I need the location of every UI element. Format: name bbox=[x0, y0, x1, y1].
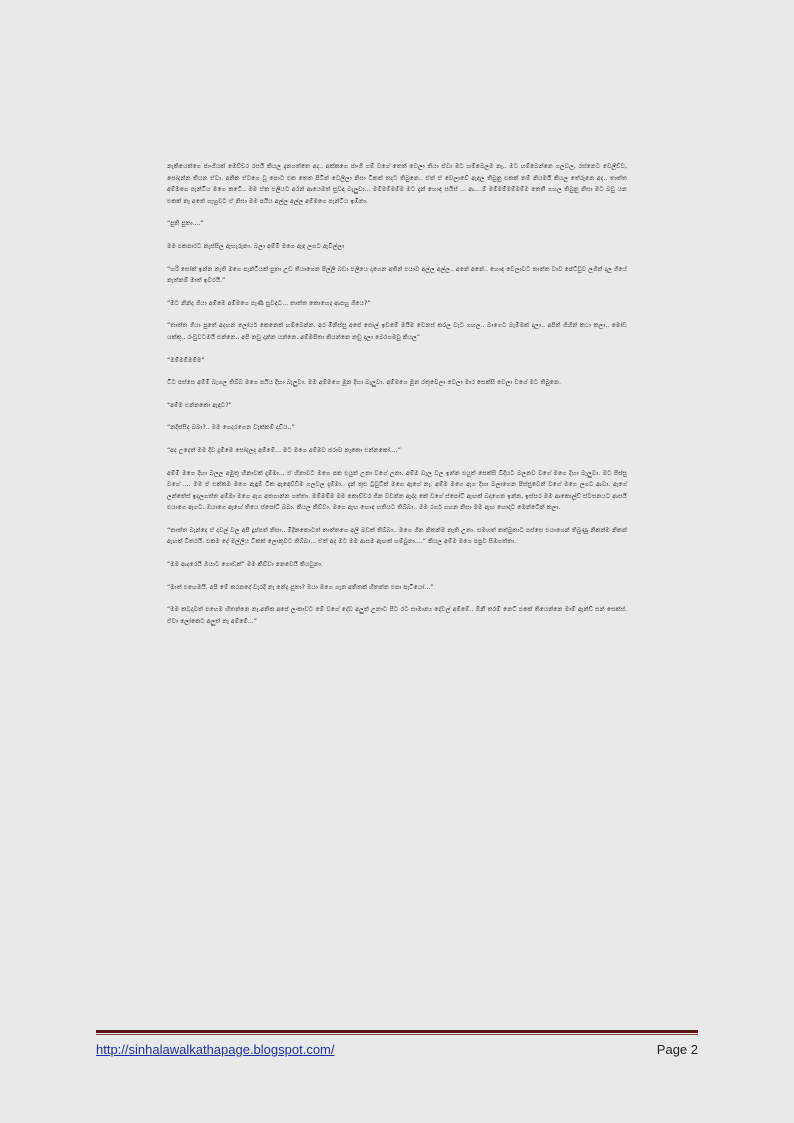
paragraph: “තාත්ත බැන්දෙ ඒ දවල් වල අපි දුප්පත් නිසා.. මිදිනකොටත් තාත්තගෙ අලි බඩක් තිබ්බා.. මගෙ ගින නිකන්ම නැති උනා. සමහත් කත්බුතාට පස්සෙ එයාගෙන් තිබුණු නිකන්ම නිකන් ඇඟක් විතරයි. එකම දේ මල්ලිය ටිකක් ලොකුවට තිබ්බා... ඒත් අද මට මම ආසම ඇඟක් හම්බුනා....” කියල අම්ම මගෙ පපුව සිඹගත්තා. bbox=[167, 526, 627, 546]
paragraph: නැකියෙක්ගෙ ජාංගියක් මෙච්චර රසයි කියල දැනගත්තෙ අද.. අක්කගෙ ජාංගි ගම් වගේ තෙත් වෙලා තියා ඒවා මට හම්බෙලම නෑ.. මට හම්බෙන්නෙ ගලවල, රස්නෙට වෙලිච්ච, සෝදන්න තියන ඒවා. අනික ඒවගෙ වූ පොට එක තෙත පිටින් වෙලිලා නිසා ටිකක් තදට තිබුනෙ.. ඒත් ඒ වෙලාවේ ඇඳල තිබුනු එකක් නම් නියමයි කියල තේරුනෙ අද.. තාත්ත අම්මගෙ පැන්ටිය මගෙ කටේ.. මම ඒක එලියට අරන් ආයෙමත් සුවඳ බැලුවා... මම්මම්මම්ම මට දැන් හොඳ සයිස් ... ආ....ම් මම්මම්මම්මම්ම තෙතී ගහල තිබුනු නිසා මට බඩු යන එකක් නෑ අතේ ගැහුවට ඒ නිසා මම පයිය අල්ල අල්ල අම්මගෙ පැන්ටිය ඉඹිනා. bbox=[167, 163, 627, 205]
paragraph: “අම්ම එන්නකො ඇඳට?” bbox=[167, 401, 232, 409]
paragraph: “තාත්ත ගියා පුතේ අදහන ලෝයර් කෙනෙක් හම්බෙන්න. අර මිනිස්සු අපේ පොල් ඉඩමේ මයිම වෙනස් කරල වැට ගහල.. බාගෙට බැමීමක් දාලා.. අපිත් ගිහින් කථා කලා.. මෝඩ යක්කු.. රංඩුවටමයි එන්නෙ.. අපි නඩු දාන්න යන්නෙ. අම්මපිතා කියන්නෙ නඩු දාලා බෙරගමවු කියල” bbox=[167, 322, 627, 341]
footer-divider-thin bbox=[96, 1034, 698, 1035]
paragraph: “නදිස්සිද බබා?.. මම ගෙදරගෙන වැක්කම් දාඩිය..” bbox=[167, 424, 295, 432]
paragraph: මම එකපාරට නැස්සිල ඇහැරුනා. බලා අම්මි මගෙ ඇඳ ලගට ඇවිල්ලා bbox=[167, 242, 345, 250]
paragraph: “මම කවදාවත් එහෙම හිතන්නෙ නෑ.අනික අපේ ලංකාවට මේ වගේ දේව අලුත් උනාට පිට රට සාමාන්‍ය දේවල් අම්මේ.. ඕනී තරම් නෙට් එකේ තියෙන්නෙ මාම් ඇන්ඩ් සන් සෙක්ස්. ඒවා ලෝකෙට අලුත් නෑ අම්මේ...” bbox=[167, 606, 627, 625]
paragraph: “මම ආදරෙයි ඔයාට ගොඩක්” මම කිව්වා නෙවෙයි කියවුනා. bbox=[167, 561, 323, 569]
paragraph: අම්මි මගෙ දිහා බලල අමුතු හිනාවක් දැම්මා... ඒ හිනාවට මගෙ පක එයුත් උනා වගේ උනා. අම්ම වැල වල ඉන්න එයුත් සෙක්සි විදියට බලනව වගේ මගෙ දිහා බැලුවා. මට පිස්සු වගේ .... මම ඒ එක්කම මගෙ ඇඳුම් ටික ඇඳෙව්ඩීම ගලවල දැම්මා.. දැන් තුළු ට්‍රවුට්ක් මගෙ ඇගේ නෑ. අම්ම මගෙ ඇග දිහා බලාගෙන පිස්සුවෙන් වගේ මගෙ ලගට ආවා. ඇගේ ලන්තේස් ඉදලගත්ත අම්මා මගෙ ඇග අතගාන්න ගත්තා. මම්මම්ම මම කොච්චර ගින වචන්න ඇද්ද කේ වගේ ස්පෝට් ඇඟක් බදාගෙන ඉන්න, ඉස්සර මම ආකොල්ඩ් ස්වසනයට ආසයි එයාගෙ ඇගට. ඔයාගෙ ඇඟේ තියෙ ස්පෝට් බබා. කියල කිව්වා. මගෙ ඇඟ හොඳ හතියට තිබ්බා.. මම රගර් ගහන නිසා මම ඇඟ හොදට මෙන්ටේන් කලා. bbox=[167, 469, 627, 512]
story-body bbox=[167, 161, 627, 638]
paragraph: “අද උදෙත් මම දිව දැම්මෙ සෝදලද අම්මේ... මට මගෙ අම්මව ජරාව නෑකො එන්නකෝ....” bbox=[167, 446, 401, 454]
paragraph: ටිට පස්සෙ අම්මි බැගල තිබ්බ මගෙ පයිය දිහා බැලුවා. මම අම්මගෙ මූන දිහා බැලුවා. අම්මගෙ මූන රතුවෙලා වෙලා මාර සෙක්සි වෙලා වගේ මට තිබුනෙ. bbox=[167, 379, 561, 387]
paragraph: “මම්මම්මම්ම” bbox=[167, 356, 205, 364]
paragraph: “මට නින්ද ගියා අම්මෙ අම්මගෙ පැණි සුවඳට... තාත්ත කොහෙද ආපහු ගියෙ?” bbox=[167, 299, 371, 307]
footer-divider bbox=[96, 1030, 698, 1033]
blog-url-link[interactable]: http://sinhalawalkathapage.blogspot.com/ bbox=[96, 1042, 335, 1057]
page-footer bbox=[96, 1042, 698, 1057]
page-number: Page 2 bbox=[656, 1042, 698, 1057]
paragraph: “පුති පුතා....” bbox=[167, 220, 204, 228]
paragraph: “මාත් එහෙමයි. අපි මේ කරනදේ වැරදි නෑ නේද පුතා? ඔයා මගෙ ගැන අතිතක් හිතන්න එපා පැටියෝ...” bbox=[167, 583, 434, 591]
paragraph: “හරි සෝක් ඉන්න නැති මගෙ පැන්ටියක් පුතා උඩ තියාගෙන පිල්ලි බඩා එලියෙ දාගෙන අතින් එයාව අල්ල අල්ල.. අනේ අනේ.. හොඳ වෙලාවට තාත්ත වාව පේට්වුව ලගින් දාල ගියේ නැත්නම් මාත් ඉවරයි.” bbox=[167, 265, 627, 285]
